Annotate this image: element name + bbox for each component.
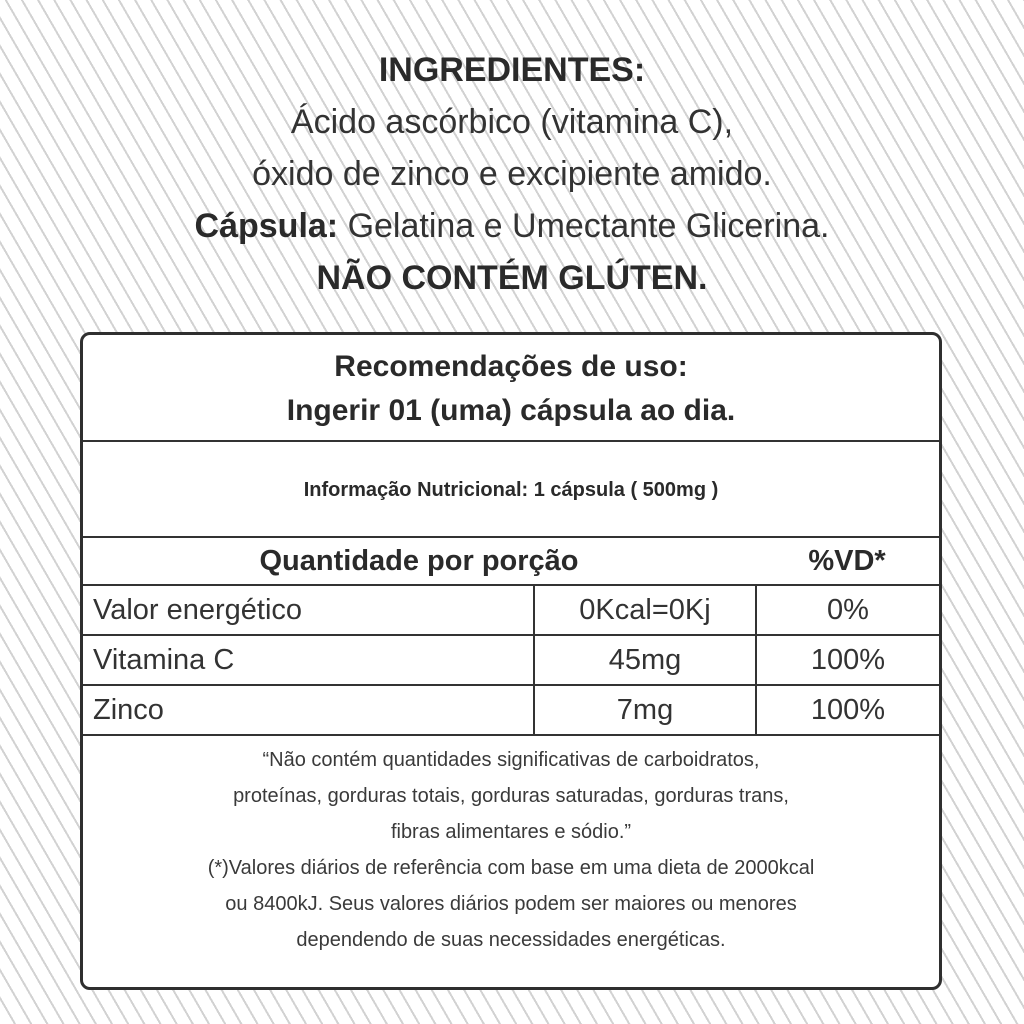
notes-line-2: proteínas, gorduras totais, gorduras saturadas, gorduras trans, <box>233 785 789 807</box>
row-name: Vitamina C <box>93 644 235 676</box>
notes-line-5: ou 8400kJ. Seus valores diários podem ser maiores ou menores <box>225 893 797 915</box>
ingredients-line-2: óxido de zinco e excipiente amido. <box>252 155 772 193</box>
table-row <box>83 636 939 686</box>
nutrition-panel <box>80 332 942 990</box>
row-vd: 100% <box>755 686 939 734</box>
table-row <box>83 686 939 736</box>
ingredients-section <box>60 44 964 304</box>
ingredients-line-1: Ácido ascórbico (vitamina C), <box>290 103 734 141</box>
header-quantity: Quantidade por porção <box>259 545 579 577</box>
nutrition-notes <box>83 736 939 958</box>
row-name: Valor energético <box>93 594 303 626</box>
capsule-text: Gelatina e Umectante Glicerina. <box>338 207 830 245</box>
capsule-label: Cápsula: <box>194 207 339 245</box>
row-quantity: 45mg <box>533 636 755 684</box>
usage-title: Recomendações de uso: <box>334 350 688 383</box>
nutrition-table-header <box>83 538 939 586</box>
row-quantity: 7mg <box>533 686 755 734</box>
notes-line-6: dependendo de suas necessidades energéticas. <box>296 929 726 951</box>
ingredients-title: INGREDIENTES: <box>378 51 646 89</box>
usage-text: Ingerir 01 (uma) cápsula ao dia. <box>286 394 736 427</box>
usage-recommendation <box>83 335 939 442</box>
header-vd: %VD* <box>808 545 886 577</box>
notes-line-3: fibras alimentares e sódio.” <box>390 821 632 843</box>
row-name: Zinco <box>93 694 164 726</box>
capsule-line <box>60 200 964 252</box>
gluten-warning: NÃO CONTÉM GLÚTEN. <box>316 259 708 297</box>
nutrition-info: Informação Nutricional: 1 cápsula ( 500mg ) <box>83 442 939 538</box>
row-quantity: 0Kcal=0Kj <box>533 586 755 634</box>
table-row <box>83 586 939 636</box>
notes-line-1: “Não contém quantidades significativas de carboidratos, <box>262 749 760 771</box>
row-vd: 0% <box>755 586 939 634</box>
row-vd: 100% <box>755 636 939 684</box>
notes-line-4: (*)Valores diários de referência com base em uma dieta de 2000kcal <box>207 857 815 879</box>
